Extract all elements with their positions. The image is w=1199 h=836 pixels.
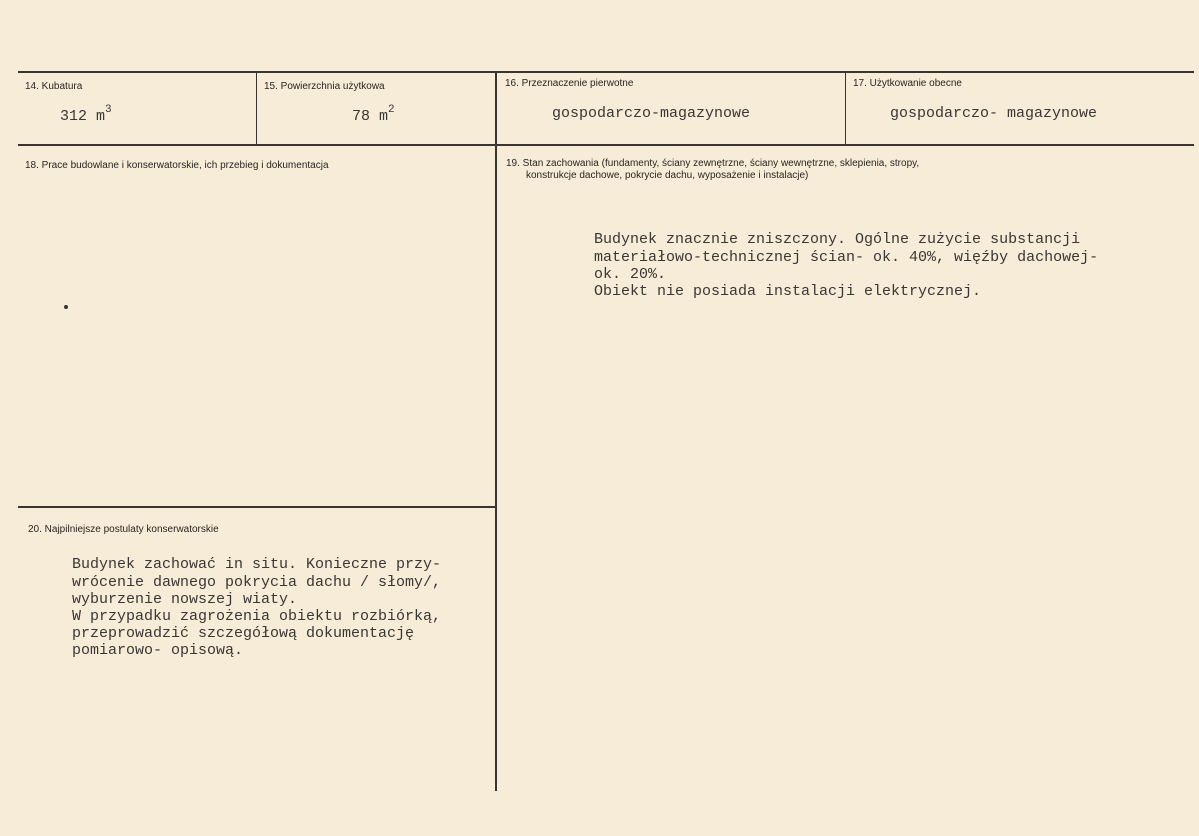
field-19-label-line-2: konstrukcje dachowe, pokrycie dachu, wyposażenie i instalacje) [526, 170, 809, 181]
divider-16-17 [845, 71, 846, 145]
top-rule [18, 71, 1194, 73]
field-19-text-line: materiałowo-technicznej ścian- ok. 40%, więźby dachowej- [594, 249, 1099, 266]
field-14-value [60, 104, 112, 125]
field-19-text-line: ok. 20%. [594, 266, 667, 283]
field-16-label: 16. Przeznaczenie pierwotne [505, 78, 634, 89]
field-14-value-text: 312 m [60, 108, 106, 125]
field-15-value-text: 78 m [352, 108, 389, 125]
section-18-bottom-rule [18, 506, 496, 508]
header-row-bottom-rule [18, 144, 1194, 146]
field-16-value: gospodarczo-magazynowe [552, 105, 751, 122]
divider-main [495, 71, 497, 791]
field-20-label: 20. Najpilniejsze postulaty konserwatorskie [28, 524, 219, 535]
field-17-value: gospodarczo- magazynowe [890, 105, 1098, 122]
field-20-text-line: W przypadku zagrożenia obiektu rozbiórką, [72, 608, 442, 625]
field-17-label: 17. Użytkowanie obecne [853, 78, 962, 89]
field-15-value [352, 104, 395, 125]
field-15-label: 15. Powierzchnia użytkowa [264, 81, 385, 92]
field-20-text-line: przeprowadzić szczegółową dokumentację [72, 625, 415, 642]
field-19-text-line: Obiekt nie posiada instalacji elektrycznej. [594, 283, 982, 300]
divider-14-15 [256, 71, 257, 145]
ink-mark [64, 305, 68, 309]
field-19-text-line: Budynek znacznie zniszczony. Ogólne zużycie substancji [594, 231, 1081, 248]
field-15-value-exponent: 2 [388, 104, 395, 116]
field-18-label: 18. Prace budowlane i konserwatorskie, ich przebieg i dokumentacja [25, 160, 329, 171]
field-14-label: 14. Kubatura [25, 81, 83, 92]
field-20-text-line: wrócenie dawnego pokrycia dachu / słomy/, [72, 574, 442, 591]
field-20-text-line: pomiarowo- opisową. [72, 642, 244, 659]
field-14-value-exponent: 3 [105, 104, 112, 116]
field-20-text-line: wyburzenie nowszej wiaty. [72, 591, 298, 608]
field-20-text-line: Budynek zachować in situ. Konieczne przy- [72, 556, 442, 573]
field-19-label-line-1: 19. Stan zachowania (fundamenty, ściany zewnętrzne, ściany wewnętrzne, sklepienia, stropy, [506, 158, 920, 169]
